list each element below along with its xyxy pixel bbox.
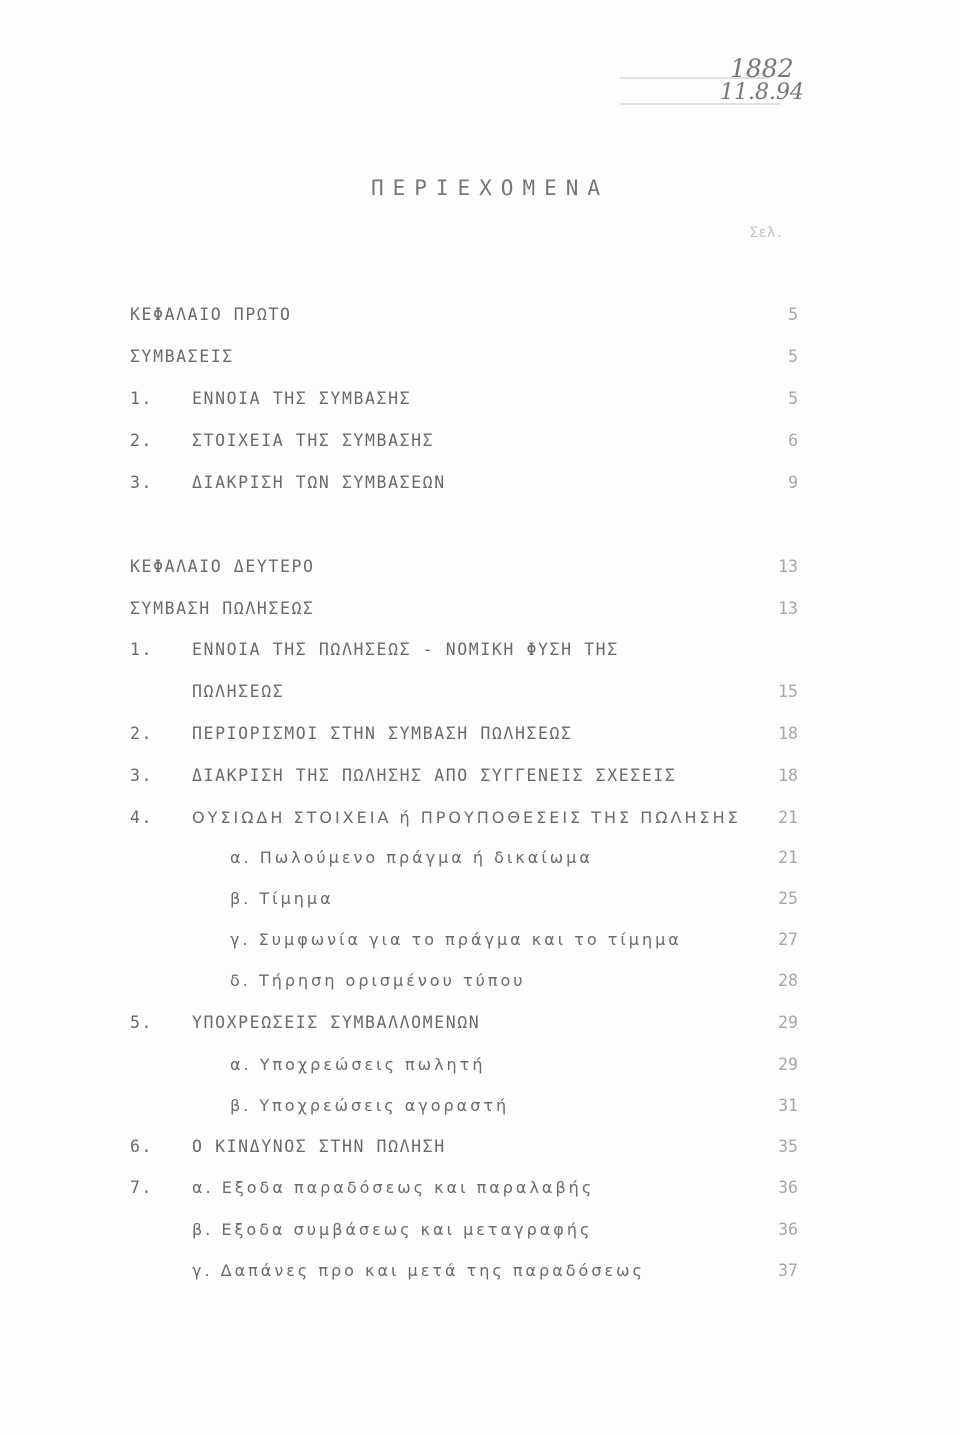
registry-stamp bbox=[600, 54, 860, 128]
toc-entry-page: 25 bbox=[778, 889, 798, 908]
toc-entry bbox=[0, 930, 960, 956]
toc-entry bbox=[0, 889, 960, 915]
toc-entry bbox=[0, 766, 960, 792]
toc-entry-title: Ο ΚΙΝΔΥΝΟΣ ΣΤΗΝ ΠΩΛΗΣΗ bbox=[192, 1137, 446, 1156]
toc-entry-page: 18 bbox=[778, 766, 798, 785]
toc-entry-page: 36 bbox=[778, 1220, 798, 1239]
toc-entry-page: 27 bbox=[778, 930, 798, 949]
toc-entry bbox=[0, 1096, 960, 1122]
toc-entry-title: ΚΕΦΑΛΑΙΟ ΠΡΩΤΟ bbox=[130, 305, 292, 324]
toc-entry-title: ΚΕΦΑΛΑΙΟ ΔΕΥΤΕΡΟ bbox=[130, 557, 315, 576]
toc-entry-title: ΠΩΛΗΣΕΩΣ bbox=[192, 682, 285, 701]
toc-entry-title: γ. Συμφωνία για το πράγμα και το τίμημα bbox=[230, 930, 682, 949]
toc-entry-page: 21 bbox=[778, 848, 798, 867]
toc-entry bbox=[0, 305, 960, 331]
stamp-date: 11.8.94 bbox=[720, 80, 804, 105]
toc-entry-page: 37 bbox=[778, 1261, 798, 1280]
toc-entry-page: 15 bbox=[778, 682, 798, 701]
toc-entry bbox=[0, 971, 960, 997]
toc-entry bbox=[0, 557, 960, 583]
toc-entry bbox=[0, 1137, 960, 1163]
toc-entry-number: 3. bbox=[130, 766, 154, 785]
toc-entry bbox=[0, 848, 960, 874]
toc-entry-title: β. Εξοδα συμβάσεως και μεταγραφής bbox=[192, 1220, 593, 1239]
toc-entry-title: ΣΥΜΒΑΣΕΙΣ bbox=[130, 347, 234, 366]
toc-entry bbox=[0, 808, 960, 834]
toc-entry-title: ΣΥΜΒΑΣΗ ΠΩΛΗΣΕΩΣ bbox=[130, 599, 315, 618]
stamp-number: 1882 bbox=[730, 54, 794, 83]
toc-entry-page: 21 bbox=[778, 808, 798, 827]
toc-entry-title: α. Υποχρεώσεις πωλητή bbox=[230, 1055, 486, 1074]
toc-entry-page: 5 bbox=[788, 389, 798, 408]
toc-entry-page: 9 bbox=[788, 473, 798, 492]
toc-entry-title: β. Τίμημα bbox=[230, 889, 334, 908]
toc-entry bbox=[0, 347, 960, 373]
toc-entry bbox=[0, 473, 960, 499]
toc-entry-page: 18 bbox=[778, 724, 798, 743]
toc-entry-page: 35 bbox=[778, 1137, 798, 1156]
page-column-label: Σελ. bbox=[750, 225, 784, 241]
toc-entry-page: 31 bbox=[778, 1096, 798, 1115]
toc-entry-number: 3. bbox=[130, 473, 154, 492]
toc-entry bbox=[0, 599, 960, 625]
toc-entry-page: 29 bbox=[778, 1013, 798, 1032]
toc-entry-title: α. Πωλούμενο πράγμα ή δικαίωμα bbox=[230, 848, 593, 867]
toc-entry-number: 6. bbox=[130, 1137, 154, 1156]
toc-entry-number: 5. bbox=[130, 1013, 154, 1032]
toc-entry-number: 2. bbox=[130, 724, 154, 743]
toc-entry-title: ΟΥΣΙΩΔΗ ΣΤΟΙΧΕΙΑ ή ΠΡΟΥΠΟΘΕΣΕΙΣ ΤΗΣ ΠΩΛΗΣΗΣ bbox=[192, 808, 741, 827]
toc-entry-title: ΠΕΡΙΟΡΙΣΜΟΙ ΣΤΗΝ ΣΥΜΒΑΣΗ ΠΩΛΗΣΕΩΣ bbox=[192, 724, 573, 743]
toc-entry-title: γ. Δαπάνες προ και μετά της παραδόσεως bbox=[192, 1261, 645, 1280]
toc-entry-page: 28 bbox=[778, 971, 798, 990]
toc-entry bbox=[0, 1261, 960, 1287]
toc-entry-title: ΔΙΑΚΡΙΣΗ ΤΩΝ ΣΥΜΒΑΣΕΩΝ bbox=[192, 473, 446, 492]
toc-entry-number: 1. bbox=[130, 640, 154, 659]
toc-entry-title: ΕΝΝΟΙΑ ΤΗΣ ΣΥΜΒΑΣΗΣ bbox=[192, 389, 412, 408]
toc-entry-page: 5 bbox=[788, 347, 798, 366]
toc-entry-page: 5 bbox=[788, 305, 798, 324]
toc-entry-title: δ. Τήρηση ορισμένου τύπου bbox=[230, 971, 526, 990]
toc-entry-page: 29 bbox=[778, 1055, 798, 1074]
toc-entry-title: α. Εξοδα παραδόσεως και παραλαβής bbox=[192, 1178, 595, 1197]
toc-entry-title: ΔΙΑΚΡΙΣΗ ΤΗΣ ΠΩΛΗΣΗΣ ΑΠΟ ΣΥΓΓΕΝΕΙΣ ΣΧΕΣΕΙΣ bbox=[192, 766, 677, 785]
toc-entry-title: ΣΤΟΙΧΕΙΑ ΤΗΣ ΣΥΜΒΑΣΗΣ bbox=[192, 431, 435, 450]
toc-entry bbox=[0, 724, 960, 750]
page-title: ΠΕΡΙΕΧΟΜΕΝΑ bbox=[370, 176, 610, 200]
toc-entry-page: 6 bbox=[788, 431, 798, 450]
toc-entry-number: 1. bbox=[130, 389, 154, 408]
toc-entry-title: ΕΝΝΟΙΑ ΤΗΣ ΠΩΛΗΣΕΩΣ - ΝΟΜΙΚΗ ΦΥΣΗ ΤΗΣ bbox=[192, 640, 619, 659]
toc-entry bbox=[0, 1013, 960, 1039]
toc-entry-page: 36 bbox=[778, 1178, 798, 1197]
toc-entry bbox=[0, 389, 960, 415]
toc-entry-title: ΥΠΟΧΡΕΩΣΕΙΣ ΣΥΜΒΑΛΛΟΜΕΝΩΝ bbox=[192, 1013, 481, 1032]
toc-entry-number: 4. bbox=[130, 808, 154, 827]
toc-entry bbox=[0, 431, 960, 457]
toc-entry-page: 13 bbox=[778, 557, 798, 576]
toc-entry-number: 2. bbox=[130, 431, 154, 450]
toc-entry bbox=[0, 640, 960, 666]
toc-entry bbox=[0, 1220, 960, 1246]
toc-entry-title: β. Υποχρεώσεις αγοραστή bbox=[230, 1096, 510, 1115]
toc-entry bbox=[0, 682, 960, 708]
toc-entry-page: 13 bbox=[778, 599, 798, 618]
toc-entry bbox=[0, 1178, 960, 1204]
toc-entry-number: 7. bbox=[130, 1178, 154, 1197]
toc-entry bbox=[0, 1055, 960, 1081]
